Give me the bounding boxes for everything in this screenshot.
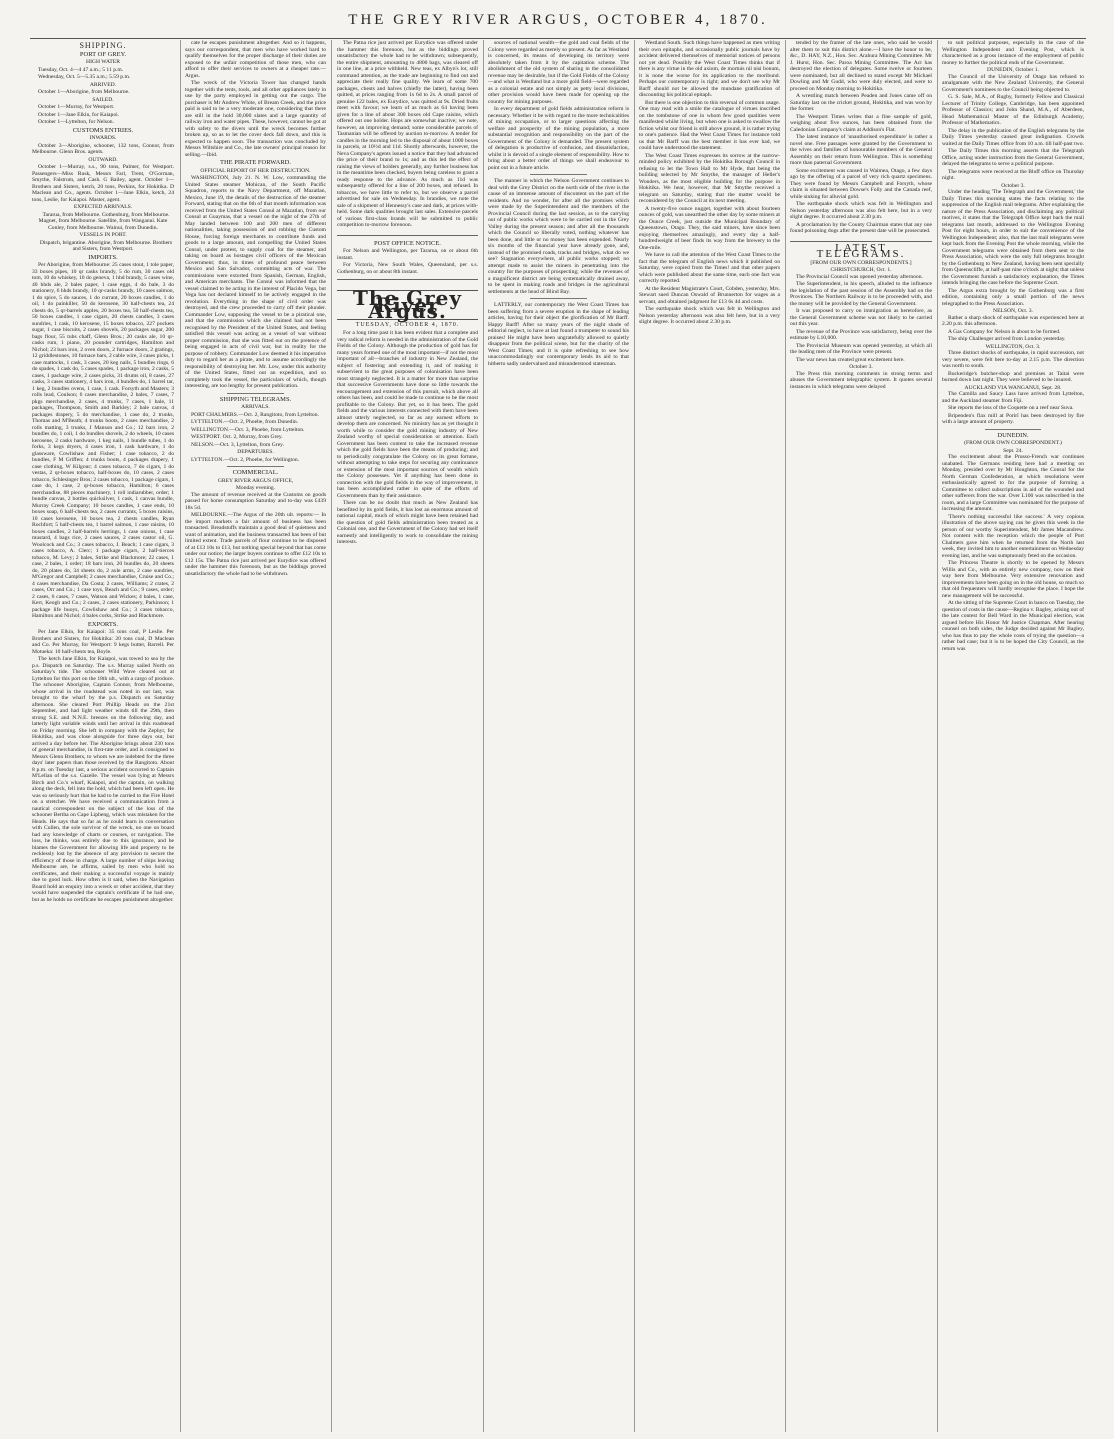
label: SAILED. (92, 96, 114, 103)
column-4 (488, 40, 629, 1430)
paragraph: October 3—Aborigine, schooner, 132 tons, Connor, from Melbourne. Glenn Bros. agents. (32, 142, 174, 155)
paragraph: A proclamation by the County Chairman states that any one found poisoning dogs after the present date will be prosecuted. (790, 221, 932, 234)
subheading: EXPORTS. (87, 620, 119, 628)
dateline: NELSON, Oct. 3. (993, 308, 1033, 314)
dateline: October 3. (849, 364, 873, 370)
paragraph: The war news has created great excitement here. (796, 356, 905, 363)
paragraph: We have to call the attention of the West Coast Times to the fact that the telegram of English news which it published on Saturday, were copied from the Times! and that other papers which were published about the same time, each one fact was correctly reported. (639, 252, 780, 284)
paragraph: Bripenden's flax mill at Porirī has been destroyed by fire with a large amount of property. (942, 412, 1084, 425)
paragraph: G. S. Sale, M.A., of Rugby, formerly Fellow and Classical Lecturer of Trinity College, Cambridge, has been appointed Professor of Classics; and John Shand, M.A., of Aberdeen, Head Mathematical Master of the Edinburgh Academy, Professor of Mathematics. (942, 94, 1084, 126)
column-rule (483, 40, 484, 1432)
paragraph: At the Resident Magistrate's Court, Cobden, yesterday, Mrs. Stewart sued Duncan Oswald of Brunnerton for wages as a servant, and obtained judgment for £13 6s 4d and costs. (639, 285, 780, 305)
label: HIGH WATER (86, 59, 120, 65)
paragraph: She reports the loss of the Coquette on a reef near Suva. (948, 405, 1074, 411)
paragraph: LYTTELTON.—Oct. 2, Phoebe, from Dunedin. (191, 419, 299, 425)
column-rule (634, 40, 635, 1432)
paragraph: It was proposed to carry on immigration as heretofore, as the General Government scheme was not likely to be carried out this year. (790, 308, 932, 327)
paragraph: The delay in the publication of the English telegrams by the Daily Times yesterday caused great indignation. Crowds waited at the Daily Times office from 10 a.m. till half-past two. (942, 127, 1084, 147)
column-rule (937, 40, 938, 1432)
dateline: AUCKLAND VIA WANGANUI, Sept. 28. (964, 384, 1062, 391)
paragraph: But there is one objection to this reversal of common usage. One may read with a smile the catalogue of virtues inscribed on the tombstone of one in whom few good qualities were manifested whilst living, but when one is asked to swallow the fiction whilst our friend is still above ground, it is rather trying to one's patience. Had the West Coast Times for instance told us that Mr Barff was the best member it has ever had, we could have understood the statement. (639, 99, 780, 151)
divider (227, 393, 283, 394)
paragraph: The West Coast Times expresses its sorrow at the narrow-minded policy exhibited by the Hokitika Borough Council in refusing to let the Town Hall to Mr Hyde, that being the building selected by Mr Smythe, the manager of Heller's Wonders, as the most eligible building for the purpose in Hokitika. We hear, however, that Mr Smythe received a telegram on Saturday, stating that the matter would be reconsidered by the Council at its next meeting. (639, 152, 780, 204)
paragraph: The Provincial Council was opened yesterday afternoon. (796, 273, 923, 280)
subheading: SHIPPING TELEGRAMS. (219, 395, 292, 403)
subheading: DUNEDIN. (997, 431, 1029, 439)
subheading: CUSTOMS ENTRIES. (72, 126, 134, 134)
paragraph: In every department of gold fields administration reform is necessary. Whether it be with regard to the more technicalities of mining occupation, or to larger questions affecting the welfare and prosperity of the mining population, a more substantial recognition and responsibility on the part of the Government of the Colony is demanded. The present system of delegation is productive of confusion, and dissatisfaction, whilst it is devoid of a single element of responsibility. How to bring about a better order of things we shall endeavour to point out in a future article. (488, 106, 629, 171)
column-7 (942, 40, 1084, 1430)
paragraph: October 1—Aborigine, from Melbourne. (38, 89, 130, 95)
paragraph: The telegrams were received at the Bluff office on Thursday night. (942, 168, 1084, 181)
column-rule (331, 40, 332, 1432)
paragraph: The ketch Jane Elkin, for Kaiapoi, was towed to sea by the p.s. Dispatch on Saturday. The s.s. Murray sailed North on Saturday's tide. The schooner Wild Wave cleared out at Lyttelton for this port on the 18th ult., with a cargo of produce. The schooner Aborigine, Captain Connor, from Melbourne, whose arrival in the roadstead was noted in our last, was brought to the wharf by the p.s. Dispatch on Saturday afternoon. She cleared Port Phillip Heads on the 21st September, and had light weather winds till the 29th, then strong S.E. and N.N.E. breezes on the following day, and latterly light variable winds until her arrival in this roadstead on Friday morning. She left in company with the Zephyr, for Hokitika, and was close alongside for three days out, but arrived a day before her. The Aborigine brings about 230 tons of general merchandise, in first-rate order, and is consigned to Messrs Glenn Brothers, to whom we are indebted for the three days' later papers than those received by the Rangitoto. About 8 p.m. on Tuesday last, a serious accident occurred to Captain M'Lellan of the s.s. Gazelle. The vessel was lying at Messrs Birch and Co.'s wharf, Kaiapoi, and the captain, on walking along the deck, fell into the hold, which had been left open. He was so seriously hurt that he had to be carried to the Fire Hotel on a stretcher. We have received a communication from a nautical correspondent on the subject of the loss of the schooner Bertha on Cape Lipbeng, which was mistaken for the Heads. He says that so far as he could learn in conversation with Cullen, the sole survivor of the wreck, no one on board had any knowledge of charts or courses, or navigation. The loss, he thinks, was entirely due to this ignorance, and he blames the Government for allowing life and property to be recklessly lost by the absence of any provision to secure the efficiency of those in charge. A large number of ships leaving Melbourne are, he affirms, sailed by men who hold no certificates, and their making a successful voyage is mainly due to good luck. How often is it said, when the Navigation Board hold an enquiry into a wreck or other accident, that they would have suspended the captain's certificate if he had one, but as he holds no certificate he escapes punishment altogether. (32, 656, 174, 903)
paragraph: October 1—Lyttelton, for Nelson. (38, 119, 114, 125)
paragraph: Wednesday, Oct. 5—5.35 a.m.; 5.59 p.m. (38, 74, 131, 80)
divider (985, 429, 1042, 430)
paragraph: The Provincial Museum was opened yesterday, at which all the leading men of the Province were present. (790, 342, 932, 355)
paragraph: Per Aborigine, from Melbourne: 25 cases stout, 1 tole paper, 33 boxes pipes, 10 qr casks brandy, 5 do rum, 30 cases old tom, 10 do whiskey, 10 do geneva, 1 hhd brandy, 5 cases wine, 40 hhds ale, 2 bales paper, 1 case eggs, 4 do bale, 3 do stationery, 6 hhds brandy, 10 qr-casks brandy, 10 cases salmon, 1 do spice, 5 do sauces, 1 do currant, 20 boxes candles, 1 do oil, 1 do painkiller, 50 do kerosene, 30 half-chests tea, 24 chests do, 5 qr-barrels apples, 20 boxes tea, 50 half-chests tea, 50 boxes candles, 1 case cigars, 20 chests candles, 3 cases sundries, 1 cask, 10 kerosene, 15 boxes tobacco, 227 pockets sugar, 1 case biscuits, 2 cases shovels, 20 packages sugar, 200 bags flour, 55 tubs chaff, Glenn Bros.; 20 casks ale, 10 qr-casks rum, 1 piano, 20 pounder cartridges, Hamilton and Nichol; 23 bars iron, 2 oven doors, 2 furnace doors, 2 gratings, 12 griddlestones, 10 furnace bars, 2 cable wire, 3 cases picks, 1 case mattocks, 1 cask, 3 cases, 20 keg nails, 5 bundles rings, 6 do spades, 1 cask do, 5 cases spades, 1 package iron, 2 casks, 5 cases, 1 package wire, 2 cases picks, 31 drums oil, 8 cases, 27 casks, 3 cases stationery, 4 bars iron, 4 bundles do, 1 barrel tar, 1 keg, 2 bundles ovens, 1 case, 1 cask. Forsyth and Masters; 3 rolls lead, Coulson; 6 cases merchandise, 2 bales, 7 cases, 7 pkgs merchandise, 2 cases, 4 trunks, 7 cases, 1 bale, 11 packages, Thompson, Smith and Barkley; 2 bale canvas, 4 packages drapery, 5 do merchandise, 1 case do, 2 trunks, Thomas and M'Beath; 4 trunks boots, 2 cases merchandise, 2 rolls matting, 3 trunks, J Manson and Co.; 12 bars iron, 2 bundles do, 1 coil, 1 do bundles shovels, 2 do wheels, 10 cases kerosene, 2 casks hardware, 1 keg nails, 1 bundle tubes, 1 do forks, 3 kegs dryers, 4 cases iron, 1 cask hardware, 1 do glassware, Cowlishaw and Fisher; 1 case tobacco, 2 do bundles, F M Griffen; 4 trunks boots, 4 packages drapery, 1 case clothing, W Kilgour; 4 cases tobacco, 7 do cigars, 1 do vestas, 2 qr-boxes tobacco, half-boxes do, 10 cases, 2 cases tobacco, Schlesinger Bros; 2 cases tobacco, 1 package cigars, 1 case do, 1 case, 2 qr-boxes tobacco, Hamilton; 6 cases merchandise, 88 pieces machinery, 1 roll indiarubber, order; 1 bundle canvas, 2 bottles quicksilver, 1 cask, 1 canvas bundle, Murray Creek Company; 10 boxes candles, 1 case ends, 10 boxes soap, 6 half-chests tea, 2 cases currants, 5 boxes raisins, 10 cases kerosene, 10 boxes tea, 2 chests candles, Ryan Rochfort; 5 half-chests tea, 1 barrel salmon, 1 case raisins, 10 boxes candles, 2 half-barrels herrings, 1 case onions, 1 case mustard, 4 bags rice, 2 cases sauces, 2 cases castor oil, G. Woolcock and Co.; 3 cases tobacco, J. Beach; 1 case cigars, 3 cases tobacco, A. Clerc; 1 package cigars, 2 half-tierces tobacco, M. Levy; 2 bales, Strike and Blackmore; 22 cases, 1 case, 2 bales, 1 order; 18 bars iron, 20 bundles do, 20 sheets do, 20 plates do, 34 sheets do, 2 axle arms, 2 case sundries, M'Gregor and Campbell; 2 cases merchandise, Cruise and Co.; 4 cases merchandise, Da Costa; 2 cases, Williams; 2 crates, 2 cases, Orr and Co.; 1 case toys, Beach and Co.; 9 cases, order; 2 cases, 6 cases, 7 cases, Watson and Wickes; 4 bales, 1 case, Kerr, Keogh and Co.; 2 cases, 2 cases stationery, Parkinson; 1 package life buoys, Cowlishaw and Co.; 3 cases tobacco, Hamilton and Nichol; 4 bales corks, Strike and Blackmore. (32, 262, 174, 619)
paragraph: Three distinct shocks of earthquake, in rapid succession, not very severe, were felt here to-day at 2.15 p.m. The direction was north to south. (942, 350, 1084, 369)
paragraph: Buckeridge's butcher-shop and premises at Taitai were burned down last night. They were believed to be insured. (942, 370, 1084, 383)
paragraph: For Victoria, New South Wales, Queensland, per s.s. Gothenburg, on or about 8th instant. (337, 262, 478, 275)
label: DEPARTURES. (237, 449, 274, 455)
paragraph: The wreck of the Victoria Tower has changed hands together with the tents, tools, and all other appliances lately in use by the party employed in getting out the cargo. The purchaser is Mr Andrew White, of Bream Creek, and the price paid is said to be a very moderate one, considering that there are still in the hold 30,000 slates and a large quantity of railway iron and water pipes. These, however, cannot be got at with safety to the divers until the wreck becomes further broken up, so as to let the cover deck fall down, and this is expected to happen soon. The transaction was concluded by Messrs Wiltshire and Co., the late owners' principal reason for selling.—Ibid. (185, 80, 326, 158)
subheading: COMMERCIAL. (232, 469, 279, 476)
paragraph: A wrestling match between Peaden and Jones came off on Saturday last on the cricket ground, Hokitika, and was won by the former. (790, 93, 932, 112)
paragraph: LYTTELTON.—Oct. 2, Phoebe, for Wellington. (191, 456, 300, 463)
paragraph: MELBOURNE.—The Argus of the 20th ult. reports:— In the import markets a fair amount of business has been transacted. Breadstuffs maintain a good deal of quietness and want of animation, and the business transacted has been of but limited extent. Trade parcels of flour continue to be disposed of at £13 10s to £13, but nothing special beyond that has come under our notice; the larger buyers continue to offer £12 10s to £12 15s. The Patna rice just arrived per Eurydice was offered under the hammer this forenoon, but as the biddings proved unsatisfactory the whole had to be withdrawn. (185, 512, 326, 577)
paragraph: Per Jane Elkin, for Kaiapoi: 35 tons coal, P Leslie. Per Brothers and Sisters, for Hokitika: 20 tons coal, D Maclean and Co. Per Murray, for Westport: 9 kegs butter, Barrell. Per Motueka: 10 half-chests tea, Boyle. (32, 629, 174, 655)
column-shipping (32, 40, 174, 1430)
paragraph: The latest instance of 'unauthorised expenditure' is rather a novel one. Free passages were granted by the Government to the wives and families of honourable members of the General Assembly on their return from Wellington. This is something more than paternal Government. (790, 134, 932, 166)
post-office-notice (337, 235, 478, 281)
label: EXPECTED ARRIVALS. (73, 204, 133, 210)
paragraph: Rather a sharp shock of earthquake was experienced here at 2.20 p.m. this afternoon. (942, 314, 1084, 327)
paragraph: The ship Challenger arrived from London yesterday. (948, 336, 1066, 342)
paragraph: Under the heading 'The Telegraph and the Government,' the Daily Times this morning states the facts relating to the suppression of the English mail telegrams. After explaining the nature of the Press Association, and disclaiming any political motives, it states that the Telegraph Office kept back the mail telegrams last month, addressed to the Wellington Evening Post for eight hours, in order to suit the convenience of the Wellington Independent; also, that the last mail telegrams were kept back from the Evening Post the whole morning, while the Government telegrams were obtained from them sent to the Press Association, which were the only full telegrams brought by the Gothenburg to New Zealand, having been sent specially from Queenscliffe, at half-past nine o'clock at night; that unless the Government furnish a satisfactory explanation, the Times intends bringing the case before the Supreme Court. (942, 189, 1084, 286)
paragraph: The manner in which the Nelson Government continues to deal with the Grey District on the north side of the river is the cause of an immense amount of discontent on the part of the residents. And no wonder, for after all the promises which were made by the Superintendent and the members of the Provincial Council during the last session, as to the carrying out of public works which were to be carried out in the Grey Valley during the present season; and after all the thousands which the Council so liberally voted, nothing whatever has been done, and little or no money has been expended. Nearly six months of the financial year have already gone, and, instead of the promised roads, tracks and bridges, what do we see? Stagnation everywhere, all public works stopped; no attempt made to assist the miners in penetrating into the country for the purposes of prospecting; while the revenues of a magnificent district are being systematically drained away, to be spent in making roads and bridges in the agricultural settlements at the head of Blind Bay. (488, 178, 629, 295)
dateline: October 3. (1001, 182, 1025, 189)
label: Monday evening. (235, 485, 276, 491)
masthead (337, 286, 478, 328)
paragraph: Tuesday, Oct. 4—4 47 a.m.; 5 11 p.m. (38, 66, 124, 73)
column-6 (790, 40, 932, 1430)
paragraph: to suit political purposes, especially in the case of the Wellington Independent and Evening Post, which is characterised as a gross instance of the employment of public money to further the political ends of the Government. (942, 40, 1084, 66)
dateline: CHRISTCHURCH, Oct. 1. (830, 267, 892, 273)
paragraph: Some excitement was caused in Waimea, Otago, a few days ago by the offering of a parcel of very rich quartz specimens. They were found by Messrs Campbell and Forsyth, whose claim is situated between Dowse's Folly and the Canada reef, while sinking for alluvial gold. (790, 167, 932, 200)
paragraph: A twenty-five ounce nugget, together with about fourteen ounces of gold, was unearthed the other day by some miners at the Ounce Creek, just outside the Municipal Boundary of Queenstown, Otago. They, the said miners, have since been enjoying themselves amazingly, and every day a half-hundredweight of beer finds its way from the brewery to the One-mile. (639, 205, 780, 251)
paragraph: The Daily Times this morning asserts that the Telegraph Office, acting under instruction from the General Government, delayed the telegrams to serve a political purpose. (942, 148, 1084, 167)
paragraph: The Press this morning comments in strong terms and abuses the Government telegraphic system. It quotes several instances in which telegrams were delayed (790, 370, 932, 390)
paragraph: A Gas Company for Nelson is about to be formed. (948, 328, 1061, 335)
paragraph: The Superintendent, in his speech, alluded to the influence the legislation of the past session of the Assembly had on the Provinces. The Northern Railway is to be proceeded with, and the money will be provided by the General Government. (790, 281, 932, 307)
paragraph: Tararua, from Melbourne. Gothenburg, from Melbourne. Magnet, from Melbourne. Satellite, from Wanganui. Kate Conley, from Melbourne. Wainui, from Dunedin. (38, 211, 170, 231)
masthead-date: TUESDAY, OCTOBER 4, 1870. (355, 321, 460, 328)
column-rule (785, 40, 786, 1432)
paragraph: The revenue of the Province was satisfactory, being over the estimate by L10,000. (790, 328, 932, 341)
paragraph: The Camilla and Saucy Lass have arrived from Lyttelton, and the Auckland steamer from Fiji. (942, 391, 1084, 404)
paragraph: October 1—Jane Elkin, for Kaiapoi. (38, 111, 120, 118)
paragraph: LATTERLY, our contemporary the West Coast Times has been suffering from a severe eruption in the shape of leading articles, having for their object the glorification of Mr Barff. Happy Barff! After so many years of the night shade of editorial neglect, to have at last found a trumpeter to sound his praises! He might have been ungratefully allowed to quietly disappear from the political scene, but for the charity of the West Coast Times; and it is quite refreshing to see how unaccommodatingly our contemporary lends its aid to that hitherto sadly undervalued and misunderstood statesman. (488, 302, 629, 367)
label: (FROM OUR OWN CORRESPONDENT.) (964, 440, 1062, 446)
subheading: PORT OF GREY. (79, 50, 127, 58)
subheading: THE PIRATE FORWARD. (220, 159, 291, 166)
paragraph: There can be no doubt that much as New Zealand has benefited by its gold fields, it has lost an enormous amount of national capital, much of which might have been retained had the question of gold fields administration been treated as a Colonial one, and the Government of the Colony had set itself earnestly and intelligently to work to consolidate the mining interests. (337, 500, 478, 545)
paragraph: WASHINGTON, July 21. N. W. Low, commanding the United States steamer Mohican, of the South Pacific Squadron, reports to the Navy Department, off Mazatlan, Mexico, June 19, the details of the destruction of the steamer Forward, stating that on the 6th of that month information was received from the United States Consul at Mazatlan, from our Consul at Guaymas, that a vessel on the night of the 27th of May landed between 100 and 200 men of different nationalities, taking possession of and robbing the Custom House, forcing foreign merchants to contribute funds and goods to a large amount, and compelling the United States Consul, under protest, to supply coal for the steamer, and taking on board as hostages civil officers of the Mexican Government; thus, in times of profound peace between Mexico and San Salvador, committing acts of war. The commissions were extorted from Spanish, German, English, and American merchants. The Consul was informed that the vessel claimed to be acting in the interest of Placido Vega, but Vega has not declared himself to be actively engaged in the revolution. Everything in the shape of civil order was destroyed, and the crew proceeded to carry off their plunder. Commander Low, supposing the vessel to be a piratical one, and that the commission which she claimed had not been recognised by the President of the United States, and feeling satisfied this vessel was acting as a vessel of war without proper commission, that she was fitted out on the pretence of being engaged in acts of civil war, but in reality for the purpose of robbery. Commander Low deemed it his imperative duty to regard her as a pirate, and to assume accordingly the responsibility of destroying her. Mr. Low, under this authority of the United States, fitted out an expedition, and so completely took the vessel, the particulars of which, though interesting, are too lengthy for present publication. (185, 175, 326, 389)
paragraph: WELLINGTON.—Oct. 3, Phoebe, from Lyttelton. (191, 426, 305, 433)
paragraph: The Westport Times writes that a fine sample of gold, weighing about five ounces, has been obtained from the Caledonian Company's claim at Addison's Flat. (790, 113, 932, 133)
paragraph: Dispatch, brigantine. Aborigine, from Melbourne. Brothers and Sisters, from Westport. (39, 239, 173, 252)
label: OUTWARD. (88, 156, 118, 163)
label: OFFICIAL REPORT OF HER DESTRUCTION. (200, 167, 311, 174)
subheading: POST OFFICE NOTICE. (374, 239, 441, 247)
paragraph: tended by the framer of the late ones, who said he would alter them to suit this district alone.—I have the honor to be, &c., D. HAY, N.Z., Hon. Sec. Arahura Mining Committee. Mr J. Hurst, Hon. Sec. Paroa Mining Committee. The Act has destroyed the election of delegates. Some twelve or fourteen were nominated, but all declined to stand except Mr Michael Dowling and Mr Gudd, who were duly elected, and were to proceed on Monday morning to Hokitika. (790, 40, 932, 92)
paragraph: The Council of the University of Otago has refused to amalgamate with the New Zealand University, the General Government's nominees to the Council being objected to. (942, 73, 1084, 93)
divider (227, 466, 283, 467)
divider (530, 298, 586, 299)
latest-telegrams-heading: LATEST TELEGRAMS. (790, 241, 932, 258)
paragraph: The excitement about the Prusso-French war continues unabated. The Germans residing here had a meeting on Monday, presided over by Mr Houghton, the Consul for the North German Confederation, at which resolutions were enthusiastically agreed to for the purpose of forming a Committee to collect subscriptions in aid of the wounded and other sufferers from the war. Over L100 was subscribed in the room, and a large Committee was nominated for the purpose of increasing the amount. (942, 454, 1084, 512)
divider (530, 174, 586, 175)
paragraph: The Princess Theatre is shortly to be opened by Messrs Willis and Co., with an entirely new company, now on their way here from Melbourne. Very extensive renovation and improvements have been going on in the old house, so much so that old frequenters will hardly recognise the place. I hope the new management will be successful. (942, 560, 1084, 599)
running-title: THE GREY RIVER ARGUS, OCTOBER 4, 1870. (348, 12, 768, 28)
paragraph: The amount of revenue received at the Customs on goods passed for home consumption Saturday and to-day was £439 18s 5d. (185, 491, 326, 511)
paragraph: Westland South. Such things have happened as men writing their own epitaphs, and occasionally public journals have by accident delivered themselves of memorial notices of persons not yet dead. Possibly the West Coast Times thinks that if there is any virtue in the old axiom, de mortuis nil nisi bonum, it is none the worse for its application to the moribund. Perhaps our contemporary is right; and we don't see why Mr Barff should not be allowed the mundane gratification of discounting his political epitaph. (639, 40, 780, 98)
dateline: Sept. 24. (1003, 447, 1023, 454)
paragraph: WESTPORT. Oct. 2, Murray, from Grey. (191, 434, 283, 440)
column-editorial (337, 40, 478, 1430)
label: INWARDS. (89, 135, 117, 141)
paragraph: For Nelson and Wellington, per Tararua, on or about 6th instant. (337, 248, 478, 261)
subheading: IMPORTS. (88, 253, 118, 261)
paragraph: October 1—Murray, s.s., 90 tons, Palmer, for Westport. Passengers—Miss Rusk, Messrs Farl, Trent, O'Gorman, Smythe, Falstrum, and Cash. G Bailey, agent. October 1—Brothers and Sisters, ketch, 20 tons, Perkins, for Hokitika. D Maclean and Co., agents. October 1—Jane Elkin, ketch, 24 tons, Leslie, for Kaiapoi. Master, agent. (32, 164, 174, 203)
paragraph: The Argus extra brought by the Gothenburg was a first edition, containing only a small portion of the news telegraphed to the Press Association. (942, 287, 1084, 307)
section-heading: SHIPPING. (79, 41, 127, 50)
paragraph: At the sitting of the Supreme Court in banco on Tuesday, the question of costs in the cause—Regina v. Bagley, arising out of the late contest for Bell Ward in the Municipal election, was argued before His Honor Mr Justice Chapman. After hearing counsel on both sides, the Judge decided against Mr Bagley, who has thus to pay the whole costs of trying the question—a rather bad case; but it is to be hoped the City Council, as the return was (942, 600, 1084, 652)
label: GREY RIVER ARGUS OFFICE, (217, 477, 294, 484)
masthead-title: The Grey River Argus. (337, 290, 478, 320)
label: ARRIVALS. (241, 404, 270, 410)
paragraph: PORT CHALMERS.—Oct. 2, Rangitoto, from Lyttelton. (191, 411, 319, 418)
label: ARRIVED. (89, 81, 117, 88)
paragraph: NELSON.—Oct. 3, Lyttelton, from Grey. (191, 441, 285, 448)
paragraph: For a long time past it has been evident that a complete and very radical reform is needed in the administration of the Gold Fields of the Colony. Although the production of gold has for many years formed one of the most important—if not the most important of all—branches of industry in New Zealand, the subject of fostering and extending it, and of making it subservient to the great purposes of colonisation have been most strangely neglected. It is a matter for more than surprise that successive Governments have done so little towards the encouragement and extension of this pursuit, which above all others has been, and could be made to continue to be the most profitable to the Colony. But yet, so it has been. The gold fields and the various interests connected with them have been almost utterly neglected, so far as any earnest efforts to develop them are concerned. No ministry has as yet thought it worth while to consider the gold mining industry of New Zealand worthy of special consideration or attention. Each Government has been content to take the increased revenue which the gold fields have been the means of producing; and to periodically congratulate the Colony on its great fortune, without attempting to take steps for securing any continuance or extension of the most important sources of wealth which the Colony possesses. Yet if anything has been done in connection with the gold fields in the way of improvement, it has been accomplished rather in spite of the efforts of Governments than by their assistance. (337, 330, 478, 499)
column-pirate-commercial (185, 40, 326, 1430)
column-rule (180, 40, 181, 1432)
paragraph: The earthquake shock which was felt in Wellington and Nelson yesterday afternoon was also felt here, but in a very slight degree. It occurred about 2.30 p.m. (639, 306, 780, 325)
paragraph: cate he escapes punishment altogether. And so it happens, says our correspondent, that men who have worked hard to qualify themselves for the proper discharge of their duties are exposed to the unfair competition of those men, who can afford to offer their services to owners at a cheaper rate.—Argus. (185, 40, 326, 79)
page-header (30, 8, 1086, 39)
column-5 (639, 40, 780, 1430)
dateline: DUNEDIN, October 1. (987, 67, 1039, 73)
paragraph: The Patna rice just arrived per Eurydice was offered under the hammer this forenoon, but as the biddings proved unsatisfactory the whole had to be withdrawn; subsequently, the entire shipment, amounting to 4800 bags, was cleared off in one line, at a price withheld. New teas, ex Albyn's lot, still command attention, as the trade are beginning to find out and appreciate their really fine quality. We learn of some 700 packages, chests and halves (chiefly the latter), having been quitted, at prices ranging from 1s 6d to 2s. A small parcel of genuine 122 bales, ex Eurydice, was quitted at 9s. Dried fruits meet with favour; we learn of as much as 64 having been given for a line of about 300 boxes old Cape raisins, which offered out one holder. Hops are somewhat inactive; we note, however, an improving demand; some considerable parcels of Tasmanian will be offered by auction to-morrow. A tender for candles in the morning led to the disposal of about 1000 boxes in parcels, at 10½d and 11d. Shortly afterwards, however, the Neva Company's agents issued a notice that they had advanced the price of their brand to 1s; and as this led the effect of raising the views of holders generally, any further business has in the meantime been checked, buyers being careless to grant a ready response to the advance. As much as 11d was subsequently offered for a line of 200 boxes, and refused. In tobaccos, we have little to refer to, but we observe a parcel advertised for sale on Wednesday. In brandies, we note the sale of a shipment of Hennessy's case and dark, at prices with-held. Some dark qualities brought last sales. Extensive parcels of various first-class brands will be submitted to public competition to-morrow forenoon. (337, 40, 478, 228)
paragraph: 'There's nothing successful like success.' A very copious illustration of the above saying can be given this week in the person of our worthy Superintendent, Mr James Macandrew. Not content with the reception which the people of Port Chalmers gave him when he returned from the North last week, they invited him to another entertainment on Wednesday evening last, and he was sumptuously feted on the occasion. (942, 513, 1084, 559)
paragraph: The earthquake shock which was felt in Wellington and Nelson yesterday afternoon was also felt here, but in a very slight degree. It occurred about 2.30 p.m. (790, 201, 932, 220)
label: VESSELS IN PORT. (79, 232, 127, 238)
paragraph: sources of national wealth—the gold and coal fields of the Colony were regarded as merely so present. As far as Westland is concerned, its means of developing its territory were absolutely taken from it by the capitation scheme. The abolishment of the old system of sharing in the consolidated revenue may be desirable, but if the Gold Fields of the Colony—and what is Westland but a more gold field—were regarded as a colonial estate and not simply as petty local divisions, other provision would have been made for opening up the country for mining purposes. (488, 40, 629, 105)
paragraph: October 1—Murray, for Westport. (38, 104, 115, 110)
label: [FROM OUR OWN CORRESPONDENTS.] (810, 259, 912, 266)
dateline: WELLINGTON, Oct. 3. (985, 343, 1041, 350)
